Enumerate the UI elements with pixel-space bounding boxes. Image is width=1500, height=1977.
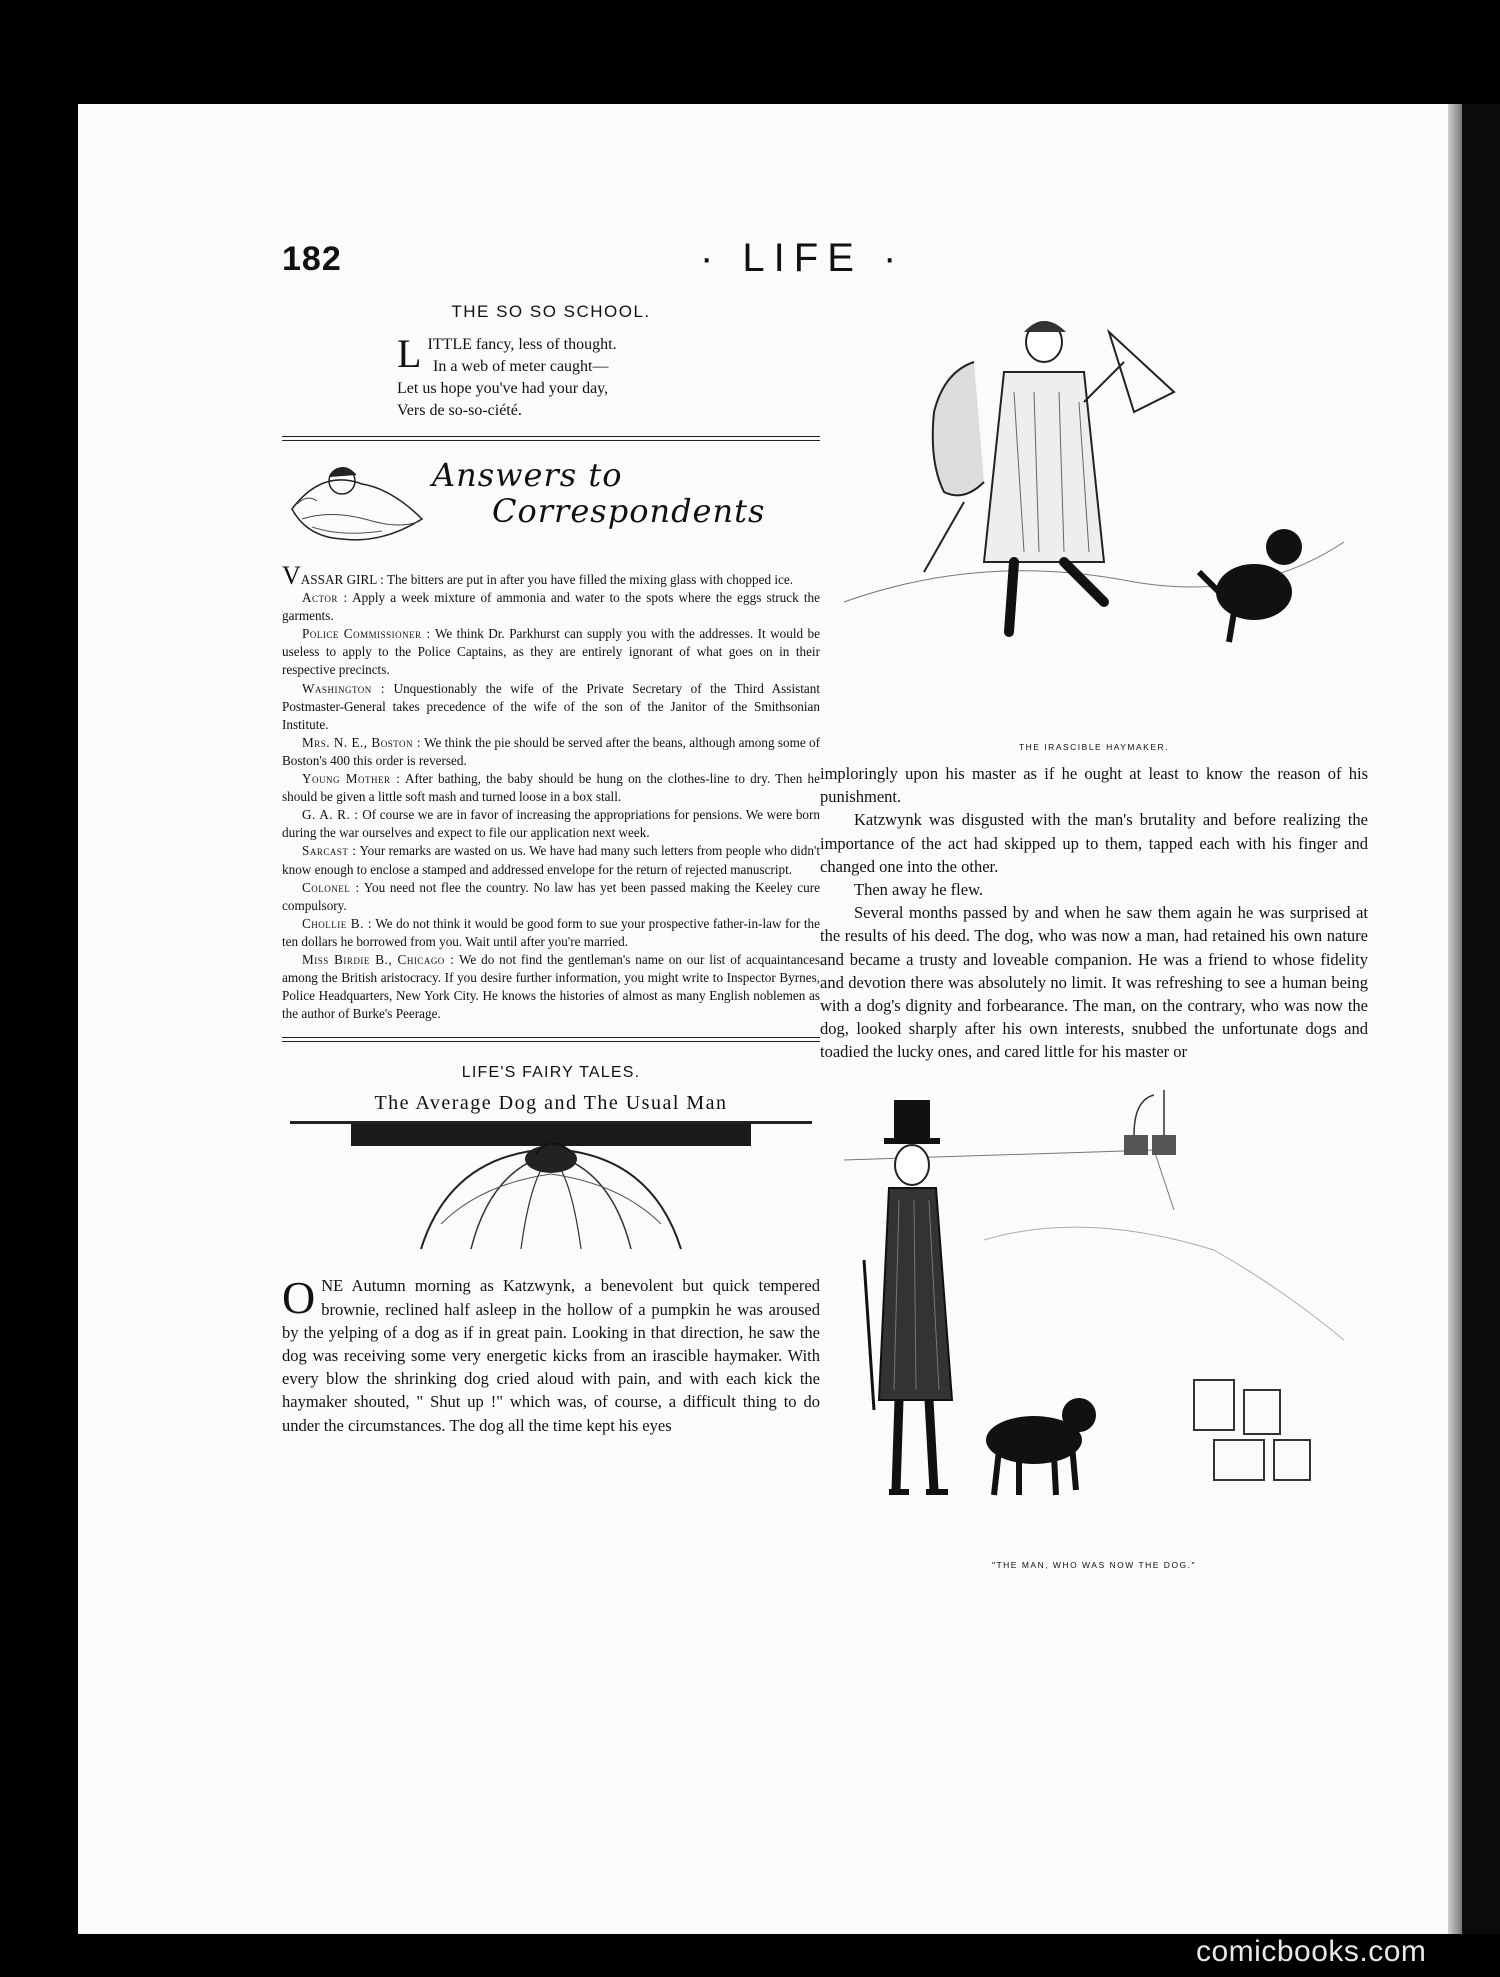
section-divider <box>282 1037 820 1042</box>
story-paragraph: imploringly upon his master as if he ought at least to know the reason of his punishment. <box>820 764 1368 807</box>
answers-header-line: Answers to <box>432 456 623 494</box>
answer-text: Your remarks are wasted on us. We have had many such letters from people who didn't know enough to enclose a stamped and addressed envelope for the return of rejected manuscript. <box>282 843 820 877</box>
pumpkin-illustration <box>331 1124 771 1254</box>
man-dog-caption: "THE MAN, WHO WAS NOW THE DOG." <box>991 1559 1197 1570</box>
answer-name: Young Mother : <box>302 771 401 787</box>
poem-line: In a web of meter caught— <box>433 358 609 375</box>
story-title-banner: The Average Dog and The Usual Man <box>290 1092 812 1124</box>
story-left-text <box>282 1274 820 1436</box>
poem-line: Vers de so-so-ciété. <box>397 402 522 419</box>
answer-text: After bathing, the baby should be hung on the clothes-line to dry. Then he should be given a little soft mash and turned loose in a box stall. <box>282 771 820 805</box>
answer-name: Mrs. N. E., Boston : <box>302 734 421 750</box>
answer-name: Miss Birdie B., Chicago : <box>302 951 455 967</box>
story-paragraph: Katzwynk was disgusted with the man's brutality and before realizing the importance of the act had skipped up to them, tapped each with his finger and changed one into the other. <box>820 810 1368 876</box>
answer-name: Sarcast : <box>302 843 357 859</box>
story-text: NE Autumn morning as Katzwynk, a benevolent but quick tempered brownie, reclined half asleep in the hollow of a pumpkin he was aroused by the yelping of a dog as if in great pain. Looking in that direction, he saw the dog was receiving some very energetic kicks from an irascible haymaker. With every blow the shrinking dog cried aloud with pain, and with each kick the haymaker shouted, " Shut up !" which was, of course, a difficult thing to do under the circumstances. The dog all the time kept his eyes <box>282 1276 820 1435</box>
watermark: comicbooks.com <box>1196 1935 1427 1968</box>
answer-name: Washington : <box>302 680 385 696</box>
answer-text: We do not find the gentleman's name on our list of acquaintances among the British aristocracy. If you desire further information, you might write to Inspector Byrnes, Police Headquarters, New York City. He knows the histories of almost as many English noblemen as the author of Burke's Peerage. <box>282 951 821 1022</box>
poem-title: THE SO SO SCHOOL. <box>451 302 651 321</box>
man-and-dog-illustration <box>834 1090 1354 1560</box>
answer-entry <box>282 842 820 878</box>
answer-entry <box>282 589 820 625</box>
answers-header-script <box>432 457 765 529</box>
answer-dropcap: V <box>282 561 301 590</box>
answer-text: We think the pie should be served after the beans, although among some of Boston's 400 this order is reversed. <box>282 734 820 768</box>
story-right-text <box>820 762 1368 1064</box>
answer-name: Colonel : <box>302 879 360 895</box>
masthead-life: · LIFE · <box>700 236 906 280</box>
answer-text: Of course we are in favor of increasing the appropriations for pensions. We were born during the war ourselves and expect to file our application next week. <box>282 807 821 841</box>
answer-text: We think Dr. Parkhurst can supply you with the addresses. It would be useless to apply to the Police Captains, as they are entirely ignorant of what goes on in their respective precincts. <box>282 626 821 678</box>
page-number: 182 <box>282 240 342 278</box>
answer-entry <box>282 680 820 734</box>
answers-list <box>282 561 821 1023</box>
answer-entry <box>282 770 820 806</box>
scan-border-right <box>1462 104 1500 1934</box>
story-paragraph: Several months passed by and when he saw them again he was surprised at the results of his deed. The dog, who was now a man, had retained his own nature and became a trusty and loveable companion. He was a friend to whose fidelity and devotion there was absolutely no limit. It was refreshing to see a human being with a dog's dignity and forbearance. The man, on the contrary, who was now the dog, looked sharply after his own interests, snubbed the unfortunate dogs and toadied the lucky ones, and cared little for his master or <box>820 903 1368 1062</box>
poem-line: Let us hope you've had your day, <box>397 380 609 397</box>
answer-entry <box>282 806 820 842</box>
haymaker-illustration <box>834 302 1354 742</box>
poem-line: ITTLE fancy, less of thought. <box>427 336 617 353</box>
reclining-cherub-illustration <box>282 449 432 549</box>
answer-entry <box>282 951 820 1023</box>
poem <box>282 331 820 422</box>
answer-name: Chollie B. : <box>302 915 373 931</box>
answer-text: Unquestionably the wife of the Private Secretary of the Third Assistant Postmaster-General takes precedence of the wife of the son of the Janitor of the Smithsonian Institute. <box>282 680 821 732</box>
left-column <box>282 302 820 1437</box>
story-paragraph <box>282 1274 820 1436</box>
answer-entry <box>282 734 820 770</box>
story-paragraph: Then away he flew. <box>854 880 984 900</box>
poem-dropcap: L <box>397 331 422 376</box>
answers-header <box>282 449 820 561</box>
page-fold-shadow <box>1448 104 1462 1934</box>
answer-entry <box>282 915 820 951</box>
haymaker-caption: THE IRASCIBLE HAYMAKER. <box>1018 742 1170 752</box>
section-divider <box>282 436 820 441</box>
right-column <box>820 302 1368 1570</box>
answer-entry <box>282 625 820 679</box>
answer-text: Apply a week mixture of ammonia and water to the spots where the eggs struck the garments. <box>282 590 820 624</box>
answer-name: Police Commissioner : <box>302 626 431 642</box>
answers-header-line: Correspondents <box>492 492 766 530</box>
scan-border-top <box>0 0 1500 104</box>
fairy-tales-title: LIFE'S FAIRY TALES. <box>461 1064 641 1082</box>
answer-entry <box>282 561 820 590</box>
answer-entry <box>282 879 820 915</box>
story-dropcap: O <box>282 1272 316 1324</box>
answer-name: G. A. R. : <box>302 807 359 823</box>
answer-name: ASSAR GIRL : <box>300 572 384 587</box>
answer-name: Actor : <box>302 590 348 606</box>
answer-text: You need not flee the country. No law has yet been passed making the Keeley cure compulsory. <box>282 879 820 913</box>
answer-text: The bitters are put in after you have filled the mixing glass with chopped ice. <box>386 572 794 587</box>
answer-text: We do not think it would be good form to sue your prospective father-in-law for the ten dollars he borrowed from you. Wait until after you're married. <box>282 915 820 949</box>
